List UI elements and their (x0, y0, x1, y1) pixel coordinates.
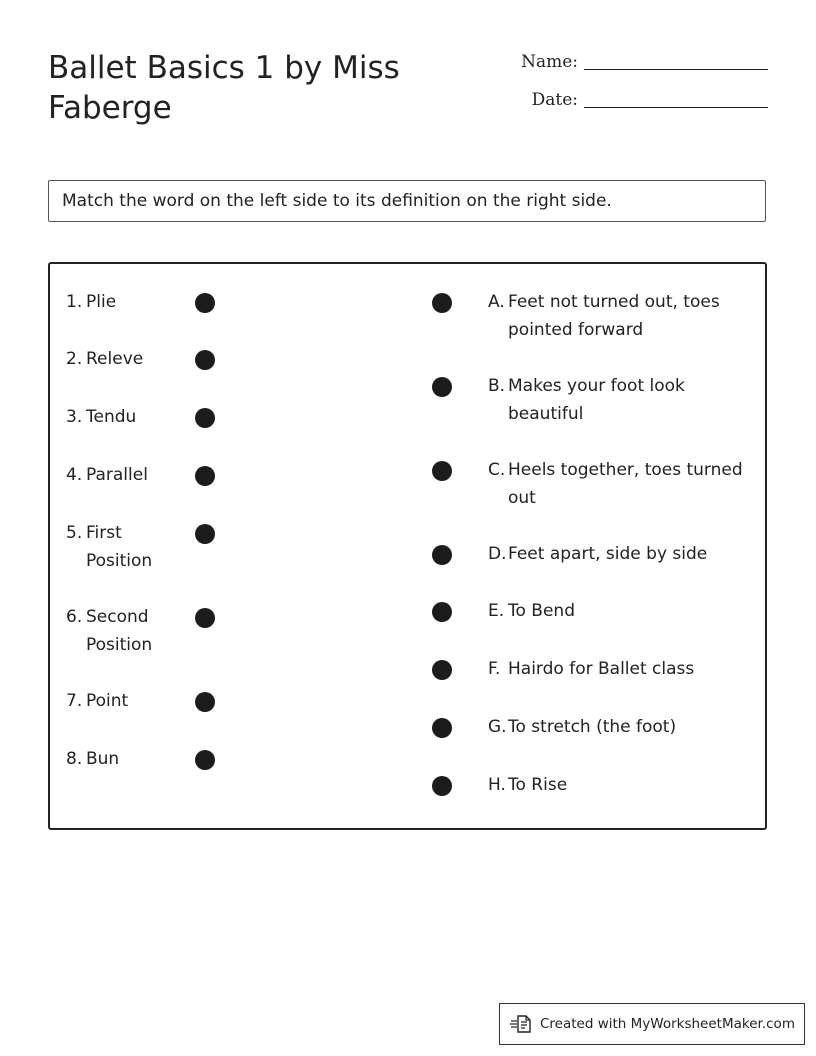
definition-text: Hairdo for Ballet class (508, 659, 695, 679)
name-label: Name: (521, 52, 578, 72)
definition-text: To Rise (508, 775, 568, 795)
definition-match-dot[interactable] (432, 660, 452, 680)
definition-text: To stretch (the foot) (508, 717, 677, 737)
term-text: Point (86, 691, 129, 711)
date-label: Date: (531, 90, 578, 110)
term-number: 7. (66, 691, 83, 711)
definition-text: Feet not turned out, toes pointed forward (508, 292, 720, 340)
definition-letter: E. (488, 601, 505, 621)
term-item (66, 519, 181, 575)
created-with-badge[interactable] (499, 1003, 805, 1045)
instructions-box (48, 180, 766, 222)
term-match-dot[interactable] (195, 750, 215, 770)
term-match-dot[interactable] (195, 350, 215, 370)
term-text: Parallel (86, 465, 148, 485)
definition-text: To Bend (508, 601, 575, 621)
term-text: Second Position (86, 607, 153, 655)
worksheet-title: Ballet Basics 1 by Miss Faberge (48, 50, 400, 126)
definition-letter: A. (488, 292, 505, 312)
term-number: 3. (66, 407, 83, 427)
term-item (66, 461, 181, 489)
term-text: Tendu (86, 407, 137, 427)
term-item (66, 687, 181, 715)
term-item (66, 403, 181, 431)
term-item (66, 345, 181, 373)
term-text: First Position (86, 523, 153, 571)
definition-letter: B. (488, 376, 506, 396)
definition-letter: F. (488, 659, 501, 679)
term-number: 1. (66, 292, 83, 312)
term-match-dot[interactable] (195, 692, 215, 712)
definition-item (488, 288, 748, 344)
definition-match-dot[interactable] (432, 377, 452, 397)
definition-text: Heels together, toes turned out (508, 460, 743, 508)
definition-item (488, 456, 748, 512)
definition-match-dot[interactable] (432, 776, 452, 796)
definition-item (488, 771, 748, 799)
instructions-text: Match the word on the left side to its definition on the right side. (62, 191, 612, 211)
term-match-dot[interactable] (195, 608, 215, 628)
definition-text: Makes your foot look beautiful (508, 376, 685, 424)
definition-match-dot[interactable] (432, 718, 452, 738)
term-number: 2. (66, 349, 83, 369)
term-text: Releve (86, 349, 144, 369)
definition-match-dot[interactable] (432, 461, 452, 481)
definition-letter: H. (488, 775, 506, 795)
term-text: Plie (86, 292, 117, 312)
term-text: Bun (86, 749, 120, 769)
name-field (521, 52, 768, 72)
worksheet-maker-logo-icon (510, 1013, 532, 1035)
name-input-line[interactable] (584, 69, 768, 70)
term-match-dot[interactable] (195, 466, 215, 486)
date-input-line[interactable] (584, 107, 768, 108)
definition-match-dot[interactable] (432, 545, 452, 565)
term-match-dot[interactable] (195, 293, 215, 313)
definition-item (488, 597, 748, 625)
term-item (66, 603, 181, 659)
definition-letter: G. (488, 717, 507, 737)
definition-item (488, 372, 748, 428)
date-field (532, 90, 768, 110)
term-number: 5. (66, 523, 83, 543)
matching-area (48, 262, 767, 830)
term-match-dot[interactable] (195, 524, 215, 544)
definition-letter: D. (488, 544, 507, 564)
definition-letter: C. (488, 460, 506, 480)
definition-text: Feet apart, side by side (508, 544, 708, 564)
term-item (66, 745, 181, 773)
definition-match-dot[interactable] (432, 602, 452, 622)
definition-item (488, 713, 748, 741)
term-item (66, 288, 181, 316)
term-number: 6. (66, 607, 83, 627)
definition-match-dot[interactable] (432, 293, 452, 313)
term-match-dot[interactable] (195, 408, 215, 428)
definition-item (488, 540, 748, 568)
term-number: 8. (66, 749, 83, 769)
definition-item (488, 655, 748, 683)
created-with-label: Created with MyWorksheetMaker.com (540, 1016, 795, 1032)
term-number: 4. (66, 465, 83, 485)
